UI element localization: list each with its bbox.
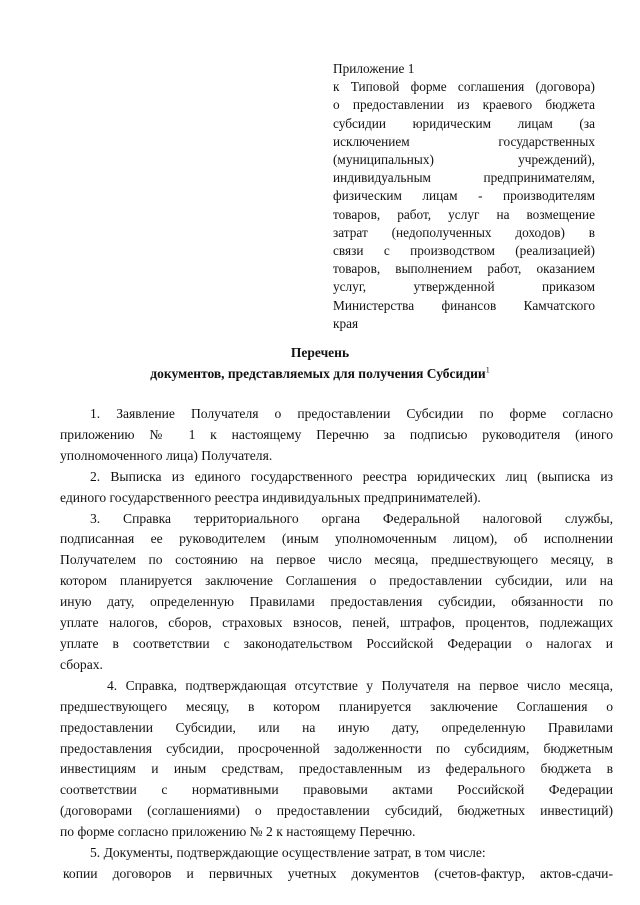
footnote-marker: 1 (485, 365, 490, 375)
paragraph-4-line: предоставления субсидии, просроченной задолженности по субсидиям, бюджетным (60, 740, 613, 756)
appendix-line: к Типовой форме соглашения (договора) (333, 79, 595, 95)
paragraph-4-line: соответствии с нормативными правовыми актами Российской Федерации (60, 782, 613, 798)
document-body (60, 404, 613, 885)
paragraph-1-line: уполномоченного лица) Получателя. (60, 447, 273, 463)
paragraph-2-line: единого государственного реестра индивидуальных предпринимателей). (60, 489, 481, 505)
paragraph-4-line: 4. Справка, подтверждающая отсутствие у Получателя на первое число месяца, (107, 677, 613, 693)
paragraph-3-line: уплате налогов, сборов, страховых взносов, пеней, штрафов, процентов, подлежащих (60, 615, 613, 631)
appendix-title: Приложение 1 (333, 61, 415, 76)
paragraph-4-line: инвестициям и иным средствам, предоставленным из федерального бюджета в (60, 761, 613, 777)
paragraph-1-line: приложению № 1 к настоящему Перечню за подписью руководителя (иного (60, 426, 613, 442)
appendix-line: края (333, 315, 359, 331)
appendix-line: Министерства финансов Камчатского (333, 297, 595, 313)
appendix-line: товаров, работ, услуг на возмещение (333, 206, 595, 222)
paragraph-2-line: 2. Выписка из единого государственного реестра юридических лиц (выписка из (90, 468, 613, 484)
appendix-line: субсидии юридическим лицам (за (333, 115, 595, 131)
paragraph-3-line: иную дату, определенную Правилами предоставления субсидии, обязанности по (60, 594, 613, 610)
paragraph-5-line: копии договоров и первичных учетных документов (счетов-фактур, актов-сдачи- (63, 865, 613, 881)
appendix-reference (333, 60, 595, 333)
appendix-line: (муниципальных) учреждений), (333, 152, 595, 168)
paragraph-4-line: (договорами (соглашениями) о предоставлении субсидий, бюджетных инвестиций) (60, 803, 613, 819)
paragraph-4-line: предоставлении Субсидии, или на иную дату, определенную Правилами (60, 719, 613, 735)
paragraph-4-line: предшествующего месяцу, в котором планируется заключение Соглашения о (60, 698, 613, 714)
appendix-line: затрат (недополученных доходов) в (333, 224, 595, 240)
paragraph-3-line: уплате в соответствии с законодательством Российской Федерации о налогах и (60, 635, 613, 651)
paragraph-3-line: 3. Справка территориального органа Федеральной налоговой службы, (90, 510, 613, 526)
paragraph-3-line: котором планируется заключение Соглашения о предоставлении субсидии, или на (60, 573, 613, 589)
appendix-line: исключением государственных (333, 133, 595, 149)
appendix-line: физическим лицам - производителям (333, 188, 595, 204)
appendix-line: связи с производством (реализацией) (333, 243, 595, 259)
paragraph-5-line: 5. Документы, подтверждающие осуществление затрат, в том числе: (90, 845, 486, 861)
paragraph-3-line: Получателем по состоянию на первое число месяца, предшествующего месяцу, в (60, 552, 613, 568)
heading-subtitle (0, 363, 640, 384)
document-heading (0, 342, 640, 384)
paragraph-3-line: подписанная ее руководителем (иным уполномоченным лицом), об исполнении (60, 531, 613, 547)
paragraph-3-line: сборах. (60, 656, 103, 672)
paragraph-1-line: 1. Заявление Получателя о предоставлении Субсидии по форме согласно (90, 406, 613, 421)
appendix-line: услуг, утвержденной приказом (333, 279, 595, 295)
heading-subtitle-text: документов, представляемых для получения Субсидии (150, 366, 486, 381)
paragraph-4-line: по форме согласно приложению № 2 к настоящему Перечню. (60, 824, 416, 840)
appendix-line: о предоставлении из краевого бюджета (333, 97, 595, 113)
appendix-line: индивидуальным предпринимателям, (333, 170, 595, 186)
heading-title: Перечень (290, 345, 350, 360)
appendix-line: товаров, выполнением работ, оказанием (333, 261, 595, 277)
